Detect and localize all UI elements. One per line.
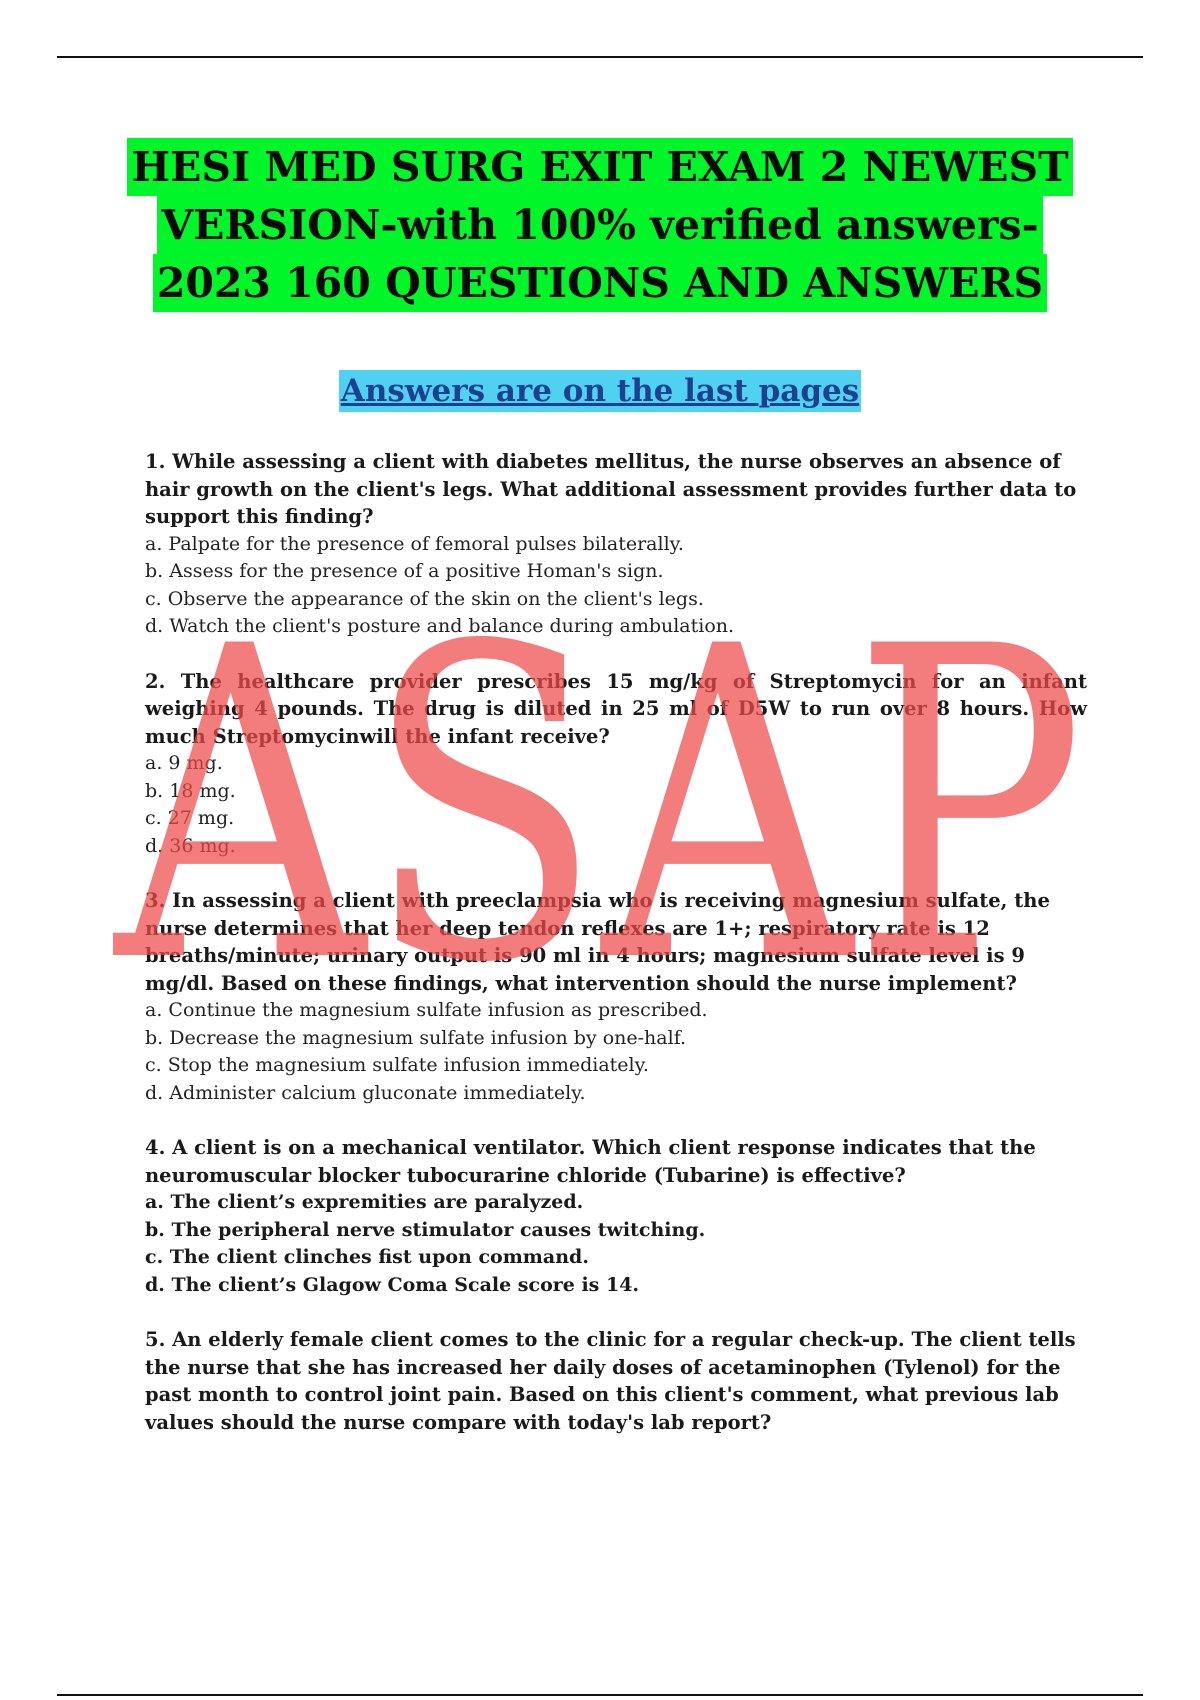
answer-option: c. 27 mg. <box>145 807 235 829</box>
answer-option: a. 9 mg. <box>145 752 223 774</box>
answer-option: d. Watch the client's posture and balance during ambulation. <box>145 615 735 637</box>
answer-option: c. Stop the magnesium sulfate infusion immediately. <box>145 1054 649 1076</box>
answer-option: b. 18 mg. <box>145 779 236 802</box>
answer-option: c. Observe the appearance of the skin on the client's legs. <box>145 587 704 610</box>
answer-option: d. 36 mg. <box>145 834 236 857</box>
answer-options <box>145 531 1087 641</box>
question-stem: 2. The healthcare provider prescribes 15 mg/kg of Streptomycin for an infant weighing 4 pounds. The drug is diluted in 25 ml of D5W to run over 8 hours. How much Streptomycinwill the infant receive? <box>145 669 1087 748</box>
bottom-rule <box>57 1694 1143 1696</box>
watermark-text: ASAP <box>109 595 1085 995</box>
title-line-2: VERSION-with 100% verified answers- <box>157 196 1042 254</box>
question-2 <box>145 668 1087 861</box>
answer-option: c. The client clinches fist upon command. <box>145 1246 589 1268</box>
answer-option: d. The client’s Glagow Coma Scale score is 14. <box>145 1273 640 1296</box>
question-stem: 3. In assessing a client with preeclampsia who is receiving magnesium sulfate, the nurse determines that her deep tendon reflexes are 1+; respiratory rate is 12 breaths/minute; urinary output is 90 ml in 4 hours; magnesium sulfate level is 9 mg/dl. Based on these findings, what intervention should the nurse implement? <box>145 889 1050 995</box>
question-stem: 1. While assessing a client with diabetes mellitus, the nurse observes an absence of hair growth on the client's legs. What additional assessment provides further data to support this finding? <box>145 450 1077 528</box>
answer-options <box>145 750 1087 860</box>
question-1 <box>145 448 1087 641</box>
answer-option: a. Palpate for the presence of femoral pulses bilaterally. <box>145 532 684 555</box>
answer-options <box>145 1189 1087 1299</box>
answer-option: a. The client’s expremities are paralyzed. <box>145 1191 584 1213</box>
top-rule <box>57 56 1143 58</box>
title-line-1: HESI MED SURG EXIT EXAM 2 NEWEST <box>127 138 1072 196</box>
answer-option: b. Decrease the magnesium sulfate infusion by one-half. <box>145 1026 687 1049</box>
question-3 <box>145 887 1087 1107</box>
question-4 <box>145 1134 1087 1299</box>
subtitle <box>0 370 1200 412</box>
questions-list <box>145 448 1087 1463</box>
title-line-3: 2023 160 QUESTIONS AND ANSWERS <box>153 254 1047 312</box>
answer-option: d. Administer calcium gluconate immediately. <box>145 1081 586 1104</box>
answer-options <box>145 997 1087 1107</box>
answer-option: b. Assess for the presence of a positive Homan's sign. <box>145 560 664 582</box>
question-stem: 4. A client is on a mechanical ventilator. Which client response indicates that the neuromuscular blocker tubocurarine chloride (Tubarine) is effective? <box>145 1136 1036 1187</box>
subtitle-text: Answers are on the last pages <box>339 370 861 412</box>
answer-option: b. The peripheral nerve stimulator causes twitching. <box>145 1218 706 1241</box>
document-title <box>0 138 1200 312</box>
question-stem: 5. An elderly female client comes to the clinic for a regular check-up. The client tells the nurse that she has increased her daily doses of acetaminophen (Tylenol) for the past month to control joint pain. Based on this client's comment, what previous lab values should the nurse compare with today's lab report? <box>145 1328 1076 1434</box>
answer-option: a. Continue the magnesium sulfate infusion as prescribed. <box>145 999 708 1021</box>
question-5 <box>145 1326 1087 1436</box>
